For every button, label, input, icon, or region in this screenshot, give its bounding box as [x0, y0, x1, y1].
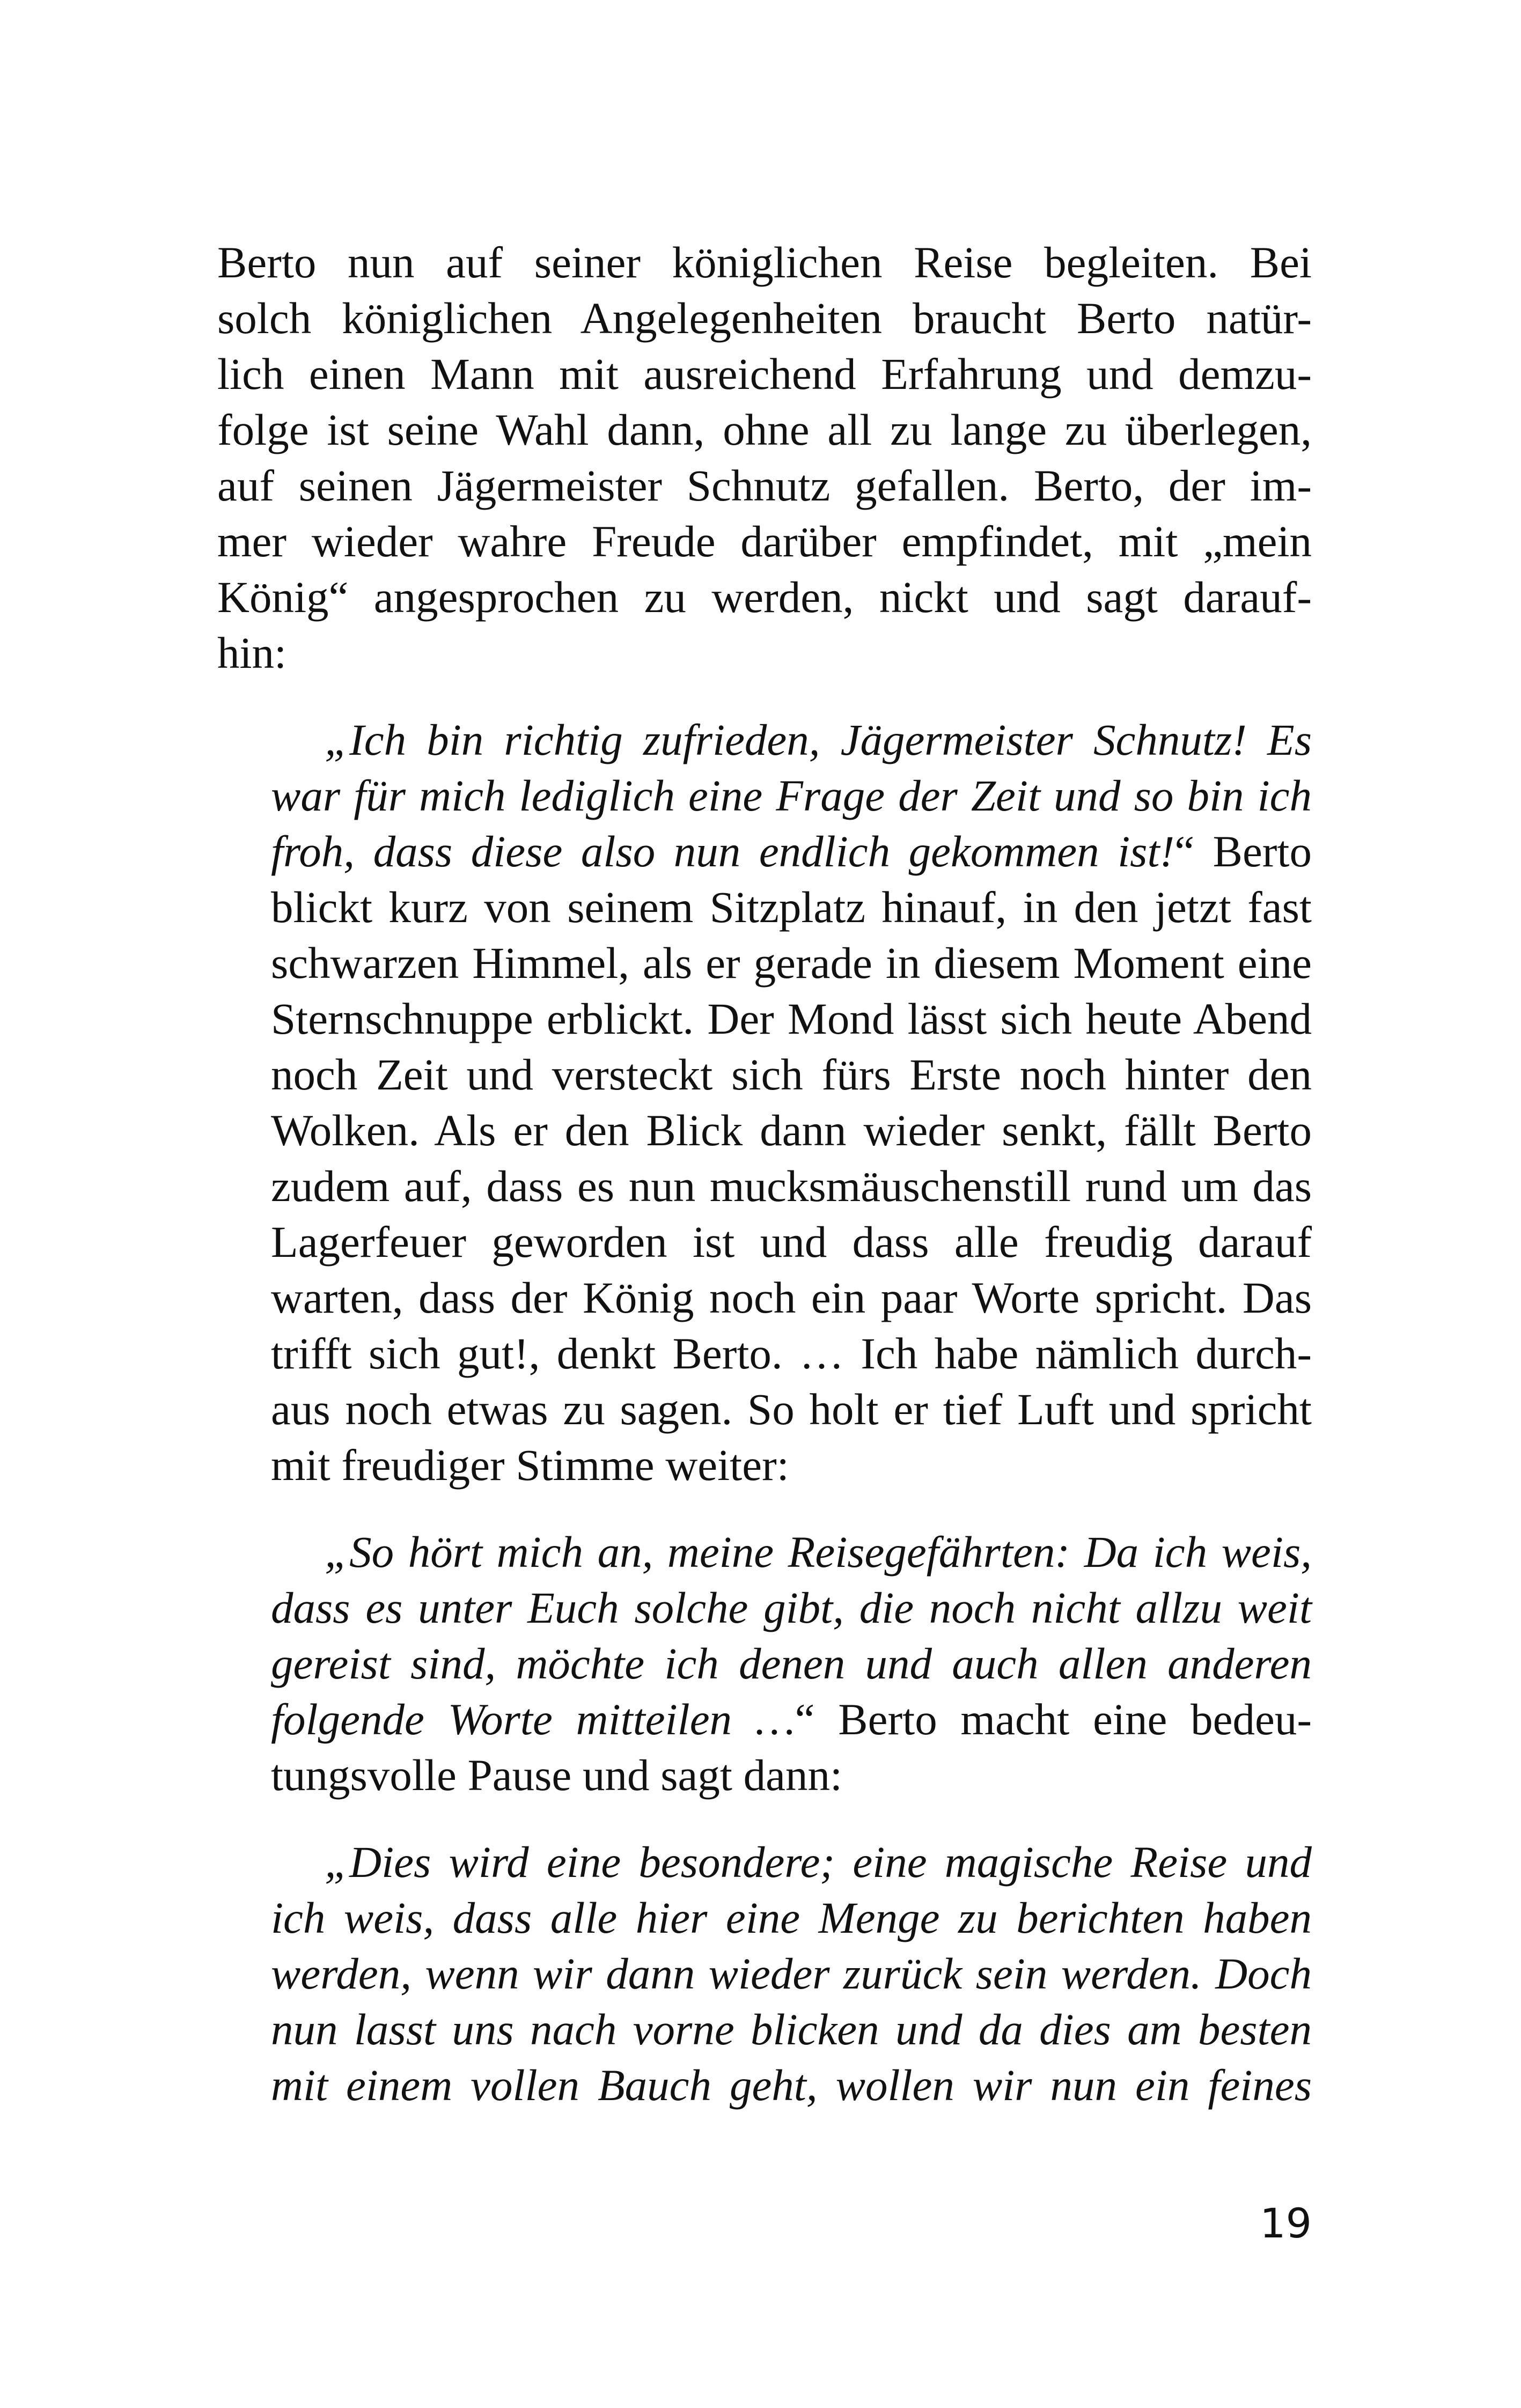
text-line: [217, 458, 1312, 513]
italic-text: dass es unter Euch solche gibt, die noch nicht allzu weit: [271, 1583, 1312, 1632]
italic-text: froh, dass diese also nun endlich gekommen ist!: [271, 827, 1175, 876]
text-segment: lich einen Mann mit ausreichend Erfahrung und demzu-: [217, 349, 1312, 399]
italic-text: war für mich lediglich eine Frage der Zeit und so bin ich: [271, 771, 1312, 820]
text-line: [217, 1158, 1312, 1214]
italic-text: mit einem vollen Bauch geht, wollen wir nun ein feines: [271, 2060, 1312, 2110]
text-line: [217, 991, 1312, 1047]
body-text: [217, 234, 1312, 2113]
text-line: [217, 402, 1312, 458]
text-line: [217, 1325, 1312, 1381]
text-line: [217, 1580, 1312, 1636]
text-line: [217, 1946, 1312, 2001]
text-line: [217, 1214, 1312, 1270]
text-line: [217, 1636, 1312, 1691]
paragraph: [217, 1524, 1312, 1803]
text-segment: Sternschnuppe erblickt. Der Mond lässt sich heute Abend: [271, 994, 1312, 1043]
italic-text: nun lasst uns nach vorne blicken und da dies am besten: [271, 2005, 1312, 2054]
text-segment: “ Berto: [1174, 827, 1312, 876]
text-segment: noch Zeit und versteckt sich fürs Erste noch hinter den: [271, 1050, 1312, 1099]
text-segment: solch königlichen Angelegenheiten braucht Berto natür-: [217, 293, 1312, 343]
text-segment: Berto nun auf seiner königlichen Reise begleiten. Bei: [217, 238, 1312, 287]
text-line: [217, 234, 1312, 290]
text-segment: tungsvolle Pause und sagt dann:: [271, 1750, 843, 1800]
italic-text: folgende Worte mitteilen …: [271, 1695, 795, 1744]
text-segment: Lagerfeuer geworden ist und dass alle freudig darauf: [271, 1217, 1312, 1266]
paragraph: [217, 1834, 1312, 2113]
text-segment: zudem auf, dass es nun mucksmäuschenstill rund um das: [271, 1161, 1312, 1211]
text-line: [217, 2057, 1312, 2113]
text-segment: aus noch etwas zu sagen. So holt er tief Luft und spricht: [271, 1385, 1312, 1434]
text-segment: König“ angesprochen zu werden, nickt und sagt darauf-: [217, 572, 1312, 622]
text-line: [217, 513, 1312, 569]
text-segment: “ Berto macht eine bedeu-: [795, 1695, 1312, 1744]
text-line: [217, 1437, 1312, 1493]
text-line: [217, 1524, 1312, 1580]
text-line: [217, 823, 1312, 879]
page-number: 19: [1260, 2199, 1312, 2247]
paragraph: [217, 234, 1312, 681]
text-line: [217, 1691, 1312, 1747]
text-segment: hin:: [217, 628, 287, 678]
text-line: [217, 768, 1312, 823]
italic-text: gereist sind, möchte ich denen und auch allen anderen: [271, 1639, 1312, 1688]
text-line: [217, 1890, 1312, 1946]
text-line: [217, 346, 1312, 402]
text-segment: blickt kurz von seinem Sitzplatz hinauf, in den jetzt fast: [271, 882, 1312, 932]
text-segment: folge ist seine Wahl dann, ohne all zu lange zu überlegen,: [217, 405, 1312, 454]
text-segment: trifft sich gut!, denkt Berto. … Ich habe nämlich durch-: [271, 1329, 1312, 1378]
text-line: [217, 1102, 1312, 1158]
text-line: [217, 1270, 1312, 1325]
paragraph: [217, 712, 1312, 1493]
text-segment: mer wieder wahre Freude darüber empfindet, mit „mein: [217, 517, 1312, 566]
text-segment: Wolken. Als er den Blick dann wieder senkt, fällt Berto: [271, 1106, 1312, 1155]
text-line: [217, 569, 1312, 625]
italic-text: ich weis, dass alle hier eine Menge zu berichten haben: [271, 1893, 1312, 1942]
text-line: [217, 1047, 1312, 1102]
text-line: [217, 879, 1312, 935]
text-line: [217, 935, 1312, 991]
text-line: [217, 1381, 1312, 1437]
text-line: [217, 1747, 1312, 1803]
text-line: [217, 1834, 1312, 1890]
text-segment: schwarzen Himmel, als er gerade in diesem Moment eine: [271, 938, 1312, 988]
text-segment: auf seinen Jägermeister Schnutz gefallen. Berto, der im-: [217, 461, 1312, 510]
italic-text: „Ich bin richtig zufrieden, Jägermeister Schnutz! Es: [325, 715, 1312, 764]
italic-text: werden, wenn wir dann wieder zurück sein werden. Doch: [271, 1949, 1312, 1998]
text-line: [217, 625, 1312, 681]
italic-text: „Dies wird eine besondere; eine magische Reise und: [325, 1837, 1312, 1887]
text-line: [217, 712, 1312, 768]
text-segment: warten, dass der König noch ein paar Worte spricht. Das: [271, 1273, 1312, 1322]
italic-text: „So hört mich an, meine Reisegefährten: Da ich weis,: [325, 1527, 1312, 1577]
text-line: [217, 290, 1312, 346]
text-line: [217, 2001, 1312, 2057]
text-segment: mit freudiger Stimme weiter:: [271, 1440, 789, 1490]
